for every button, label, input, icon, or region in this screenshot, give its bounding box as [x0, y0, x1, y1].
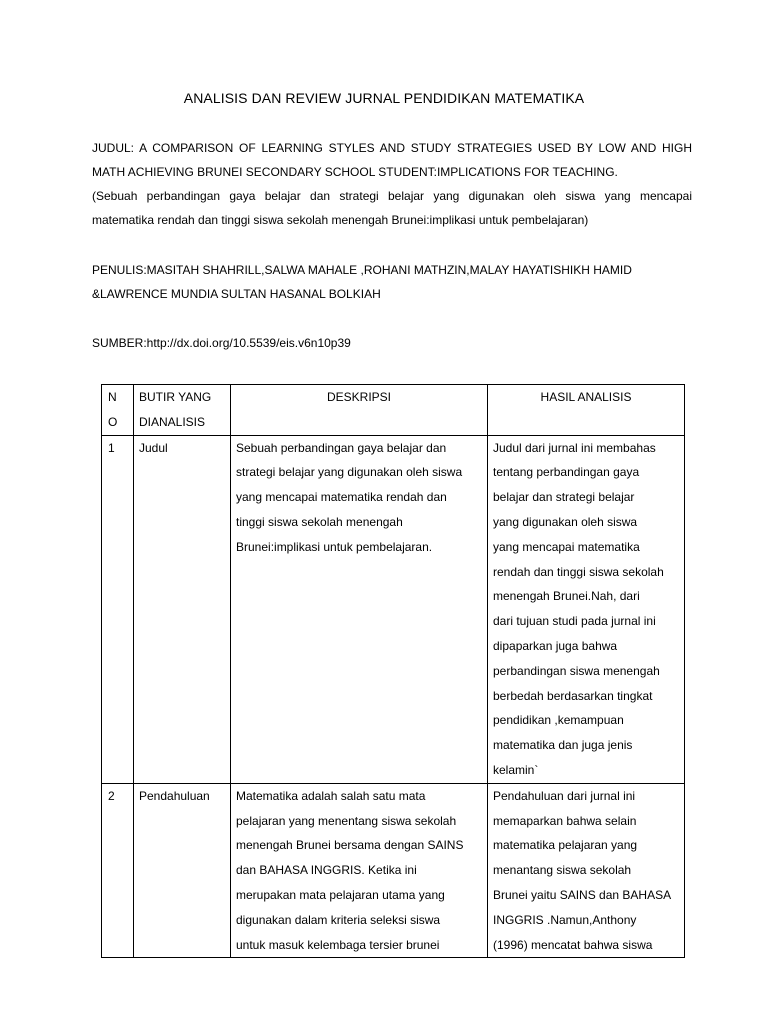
analysis-table: [101, 384, 685, 958]
document-title: ANALISIS DAN REVIEW JURNAL PENDIDIKAN MATEMATIKA: [183, 90, 585, 106]
sumber-section: [92, 331, 692, 355]
penulis-line: &LAWRENCE MUNDIA SULTAN HASANAL BOLKIAH: [92, 287, 381, 301]
row-hasil: Judul dari jurnal ini membahas tentang perbandingan gaya belajar dan strategi belajar yang digunakan oleh siswa yang mencapai matematika rendah dan tinggi siswa sekolah menengah Brunei.Nah, dari dari tujuan studi pada jurnal ini dipaparkan juga bahwa perbandingan siswa menengah berbedah berdasarkan tingkat pendidikan ,kemampuan matematika dan juga jenis kelamin`: [488, 435, 685, 783]
header-no: N O: [102, 385, 134, 436]
row-deskripsi: Sebuah perbandingan gaya belajar dan strategi belajar yang digunakan oleh siswa yang mencapai matematika rendah dan tinggi siswa sekolah menengah Brunei:implikasi untuk pembelajaran.: [231, 435, 488, 783]
sumber-line: SUMBER:http://dx.doi.org/10.5539/eis.v6n10p39: [92, 336, 351, 350]
row-deskripsi: Matematika adalah salah satu mata pelajaran yang menentang siswa sekolah menengah Brunei bersama dengan SAINS dan BAHASA INGGRIS. Ketika ini merupakan mata pelajaran utama yang digunakan dalam kriteria seleksi siswa untuk masuk kelembaga tersier brunei: [231, 783, 488, 958]
header-deskripsi: DESKRIPSI: [231, 385, 488, 436]
row-butir: Pendahuluan: [134, 783, 231, 958]
row-hasil: Pendahuluan dari jurnal ini memaparkan bahwa selain matematika pelajaran yang menantang siswa sekolah Brunei yaitu SAINS dan BAHASA INGGRIS .Namun,Anthony (1996) mencatat bahwa siswa: [488, 783, 685, 958]
header-butir: BUTIR YANG DIANALISIS: [134, 385, 231, 436]
judul-translation-line: matematika rendah dan tinggi siswa sekolah menengah Brunei:implikasi untuk pembelajaran): [92, 213, 589, 227]
judul-translation-line: (Sebuah perbandingan gaya belajar dan strategi belajar yang digunakan oleh siswa yang mencapai: [92, 189, 692, 203]
penulis-line: PENULIS:MASITAH SHAHRILL,SALWA MAHALE ,ROHANI MATHZIN,MALAY HAYATISHIKH HAMID: [92, 263, 632, 277]
table-header-row: [102, 385, 685, 436]
judul-section: [92, 136, 692, 232]
header-hasil: HASIL ANALISIS: [488, 385, 685, 436]
row-number: 2: [102, 783, 134, 958]
row-number: 1: [102, 435, 134, 783]
table-row: [102, 435, 685, 783]
table-row: [102, 783, 685, 958]
penulis-section: [92, 258, 692, 306]
judul-line: MATH ACHIEVING BRUNEI SECONDARY SCHOOL STUDENT:IMPLICATIONS FOR TEACHING.: [92, 165, 618, 179]
judul-line: JUDUL: A COMPARISON OF LEARNING STYLES AND STUDY STRATEGIES USED BY LOW AND HIGH: [92, 141, 692, 155]
row-butir: Judul: [134, 435, 231, 783]
